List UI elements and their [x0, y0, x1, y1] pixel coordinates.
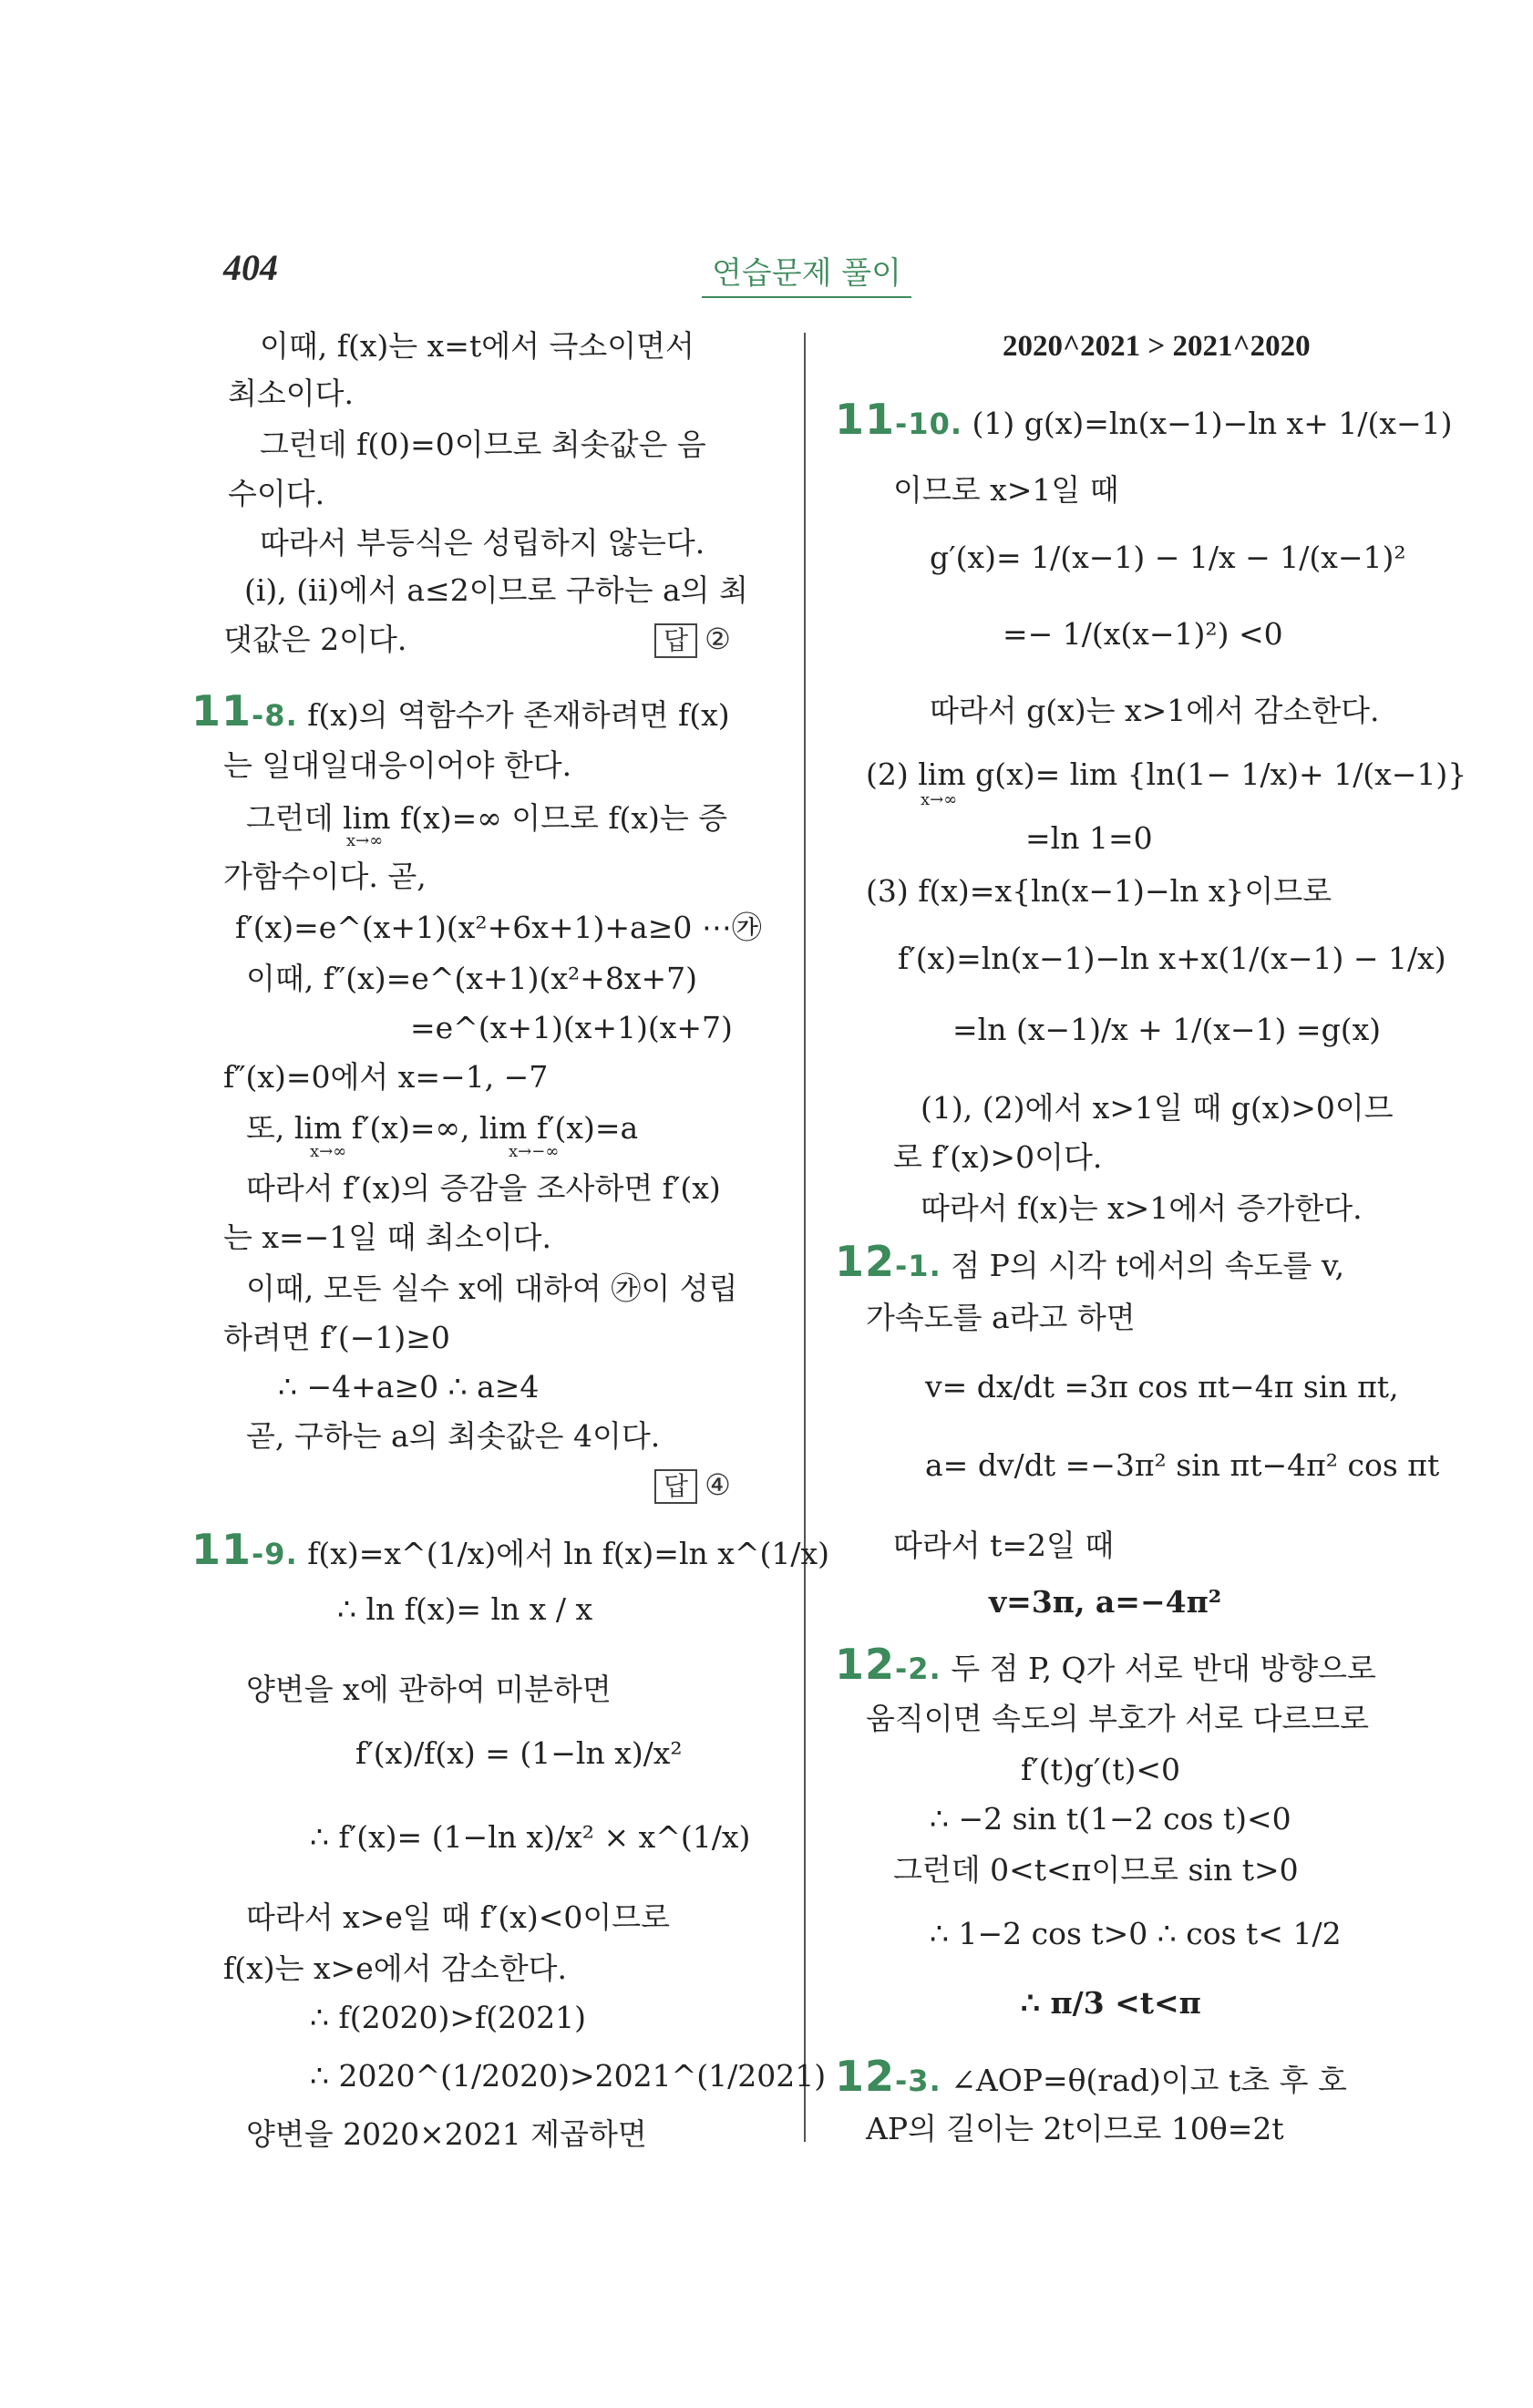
text-line: 그런데 f(0)=0이므로 최솟값은 음: [260, 427, 706, 462]
equation: ∴ f(2020)>f(2021): [310, 2000, 587, 2035]
text-line: 가함수이다. 곧,: [223, 859, 427, 894]
text-line: (i), (ii)에서 a≤2이므로 구하는 a의 최: [244, 572, 748, 608]
text-line: f(x)는 x>e에서 감소한다.: [223, 1950, 567, 1986]
equation: (3) f(x)=x{ln(x−1)−ln x}이므로: [866, 873, 1332, 909]
answer-label: 답: [654, 623, 697, 658]
text-line: 움직이면 속도의 부호가 서로 다르므로: [866, 1701, 1370, 1736]
page-header-title: 연습문제 풀이: [702, 248, 911, 298]
equation: f(x)=x^(1/x)에서 ln f(x)=ln x^(1/x): [307, 1536, 829, 1571]
problem-11-10: [835, 395, 1453, 444]
text-line: 는 일대일대응이어야 한다.: [223, 747, 572, 783]
text-line: 가속도를 a라고 하면: [866, 1300, 1136, 1335]
equation: =ln (x−1)/x + 1/(x−1) =g(x): [952, 1012, 1382, 1047]
equation: 또, lim f′(x)=∞, lim f′(x)=a: [246, 1110, 639, 1146]
answer-label: 답: [654, 1469, 697, 1504]
text-line: 이므로 x>1일 때: [893, 472, 1119, 508]
text-line: 이때, f(x)는 x=t에서 극소이면서: [260, 328, 694, 364]
problem-number: 11-9.: [191, 1525, 298, 1574]
text-line: 점 P의 시각 t에서의 속도를 v,: [951, 1248, 1345, 1283]
page-number: 404: [223, 247, 278, 288]
problem-12-3: [835, 2052, 1347, 2101]
equation: 이때, f″(x)=e^(x+1)(x²+8x+7): [246, 961, 697, 996]
equation: =e^(x+1)(x+1)(x+7): [410, 1010, 733, 1045]
equation: f′(x)/f(x) = (1−ln x)/x²: [355, 1735, 683, 1771]
text-line: 따라서 g(x)는 x>1에서 감소한다.: [930, 693, 1380, 728]
text-line: 하려면 f′(−1)≥0: [223, 1320, 450, 1355]
equation: (1) g(x)=ln(x−1)−ln x+ 1/(x−1): [972, 406, 1453, 441]
text-line: 곧, 구하는 a의 최솟값은 4이다.: [246, 1418, 661, 1454]
equation: g′(x)= 1/(x−1) − 1/x − 1/(x−1)²: [930, 540, 1406, 575]
text-line: AP의 길이는 2t이므로 10θ=2t: [866, 2111, 1284, 2146]
text-line: 따라서 f′(x)의 증감을 조사하면 f′(x): [246, 1170, 721, 1206]
problem-number: 12-1.: [835, 1237, 941, 1286]
equation: a= dv/dt =−3π² sin πt−4π² cos πt: [925, 1447, 1440, 1483]
limit-subscript: x→∞: [310, 1142, 347, 1161]
equation: =− 1/(x(x−1)²) <0: [1003, 616, 1283, 652]
text-line: 최소이다.: [228, 376, 355, 411]
equation: ∴ 1−2 cos t>0 ∴ cos t< 1/2: [930, 1916, 1342, 1951]
problem-12-1: [835, 1237, 1345, 1286]
text-line: 이때, 모든 실수 x에 대하여 ㉮이 성립: [246, 1271, 738, 1306]
problem-number: 12-3.: [835, 2052, 941, 2101]
equation: ∴ −4+a≥0 ∴ a≥4: [278, 1369, 540, 1405]
equation: (2) lim g(x)= lim {ln(1− 1/x)+ 1/(x−1)}: [866, 756, 1467, 792]
equation: f′(x)=e^(x+1)(x²+6x+1)+a≥0 ⋯㉮: [235, 910, 762, 945]
answer-11-8: [654, 1467, 731, 1504]
text-line: 는 x=−1일 때 최소이다.: [223, 1219, 552, 1255]
problem-number: 12-2.: [835, 1640, 941, 1689]
result: ∴ π/3 <t<π: [1021, 1985, 1201, 2021]
text-line: 따라서 x>e일 때 f′(x)<0이므로: [246, 1899, 670, 1935]
problem-11-9: [191, 1525, 829, 1574]
text-line: ∠AOP=θ(rad)이고 t초 후 호: [951, 2063, 1347, 2098]
equation: 2020^2021 > 2021^2020: [1003, 330, 1311, 363]
text-line: (1), (2)에서 x>1일 때 g(x)>0이므: [921, 1090, 1394, 1126]
equation: ∴ ln f(x)= ln x / x: [337, 1591, 593, 1627]
text-line: 수이다.: [228, 476, 325, 511]
problem-11-8: [191, 686, 730, 736]
text-line: 따라서 f(x)는 x>1에서 증가한다.: [921, 1190, 1363, 1226]
equation: ∴ f′(x)= (1−ln x)/x² × x^(1/x): [310, 1819, 751, 1855]
problem-number: 11-10.: [835, 395, 962, 444]
text-line: 두 점 P, Q가 서로 반대 방향으로: [951, 1651, 1376, 1686]
limit-subscript: x→∞: [921, 790, 958, 809]
text-line: 그런데 lim f(x)=∞ 이므로 f(x)는 증: [246, 800, 728, 836]
answer-11-7: [654, 622, 731, 658]
equation: ∴ −2 sin t(1−2 cos t)<0: [930, 1801, 1291, 1837]
equation: f″(x)=0에서 x=−1, −7: [223, 1059, 549, 1095]
text-line: 따라서 t=2일 때: [893, 1528, 1115, 1563]
answer-value: ④: [705, 1467, 731, 1502]
equation: v= dx/dt =3π cos πt−4π sin πt,: [925, 1369, 1399, 1405]
equation: f′(x)=ln(x−1)−ln x+x(1/(x−1) − 1/x): [898, 941, 1446, 976]
text-line: 댓값은 2이다.: [223, 622, 407, 657]
equation: f′(t)g′(t)<0: [1021, 1752, 1180, 1787]
column-divider: [804, 333, 806, 2142]
text-line: 양변을 x에 관하여 미분하면: [246, 1672, 612, 1707]
text-line: 양변을 2020×2021 제곱하면: [246, 2116, 647, 2152]
text-line: 따라서 부등식은 성립하지 않는다.: [260, 525, 705, 561]
text-line: 로 f′(x)>0이다.: [893, 1139, 1103, 1175]
problem-12-2: [835, 1640, 1376, 1689]
equation: ∴ 2020^(1/2020)>2021^(1/2021): [310, 2058, 827, 2094]
problem-number: 11-8.: [191, 686, 298, 736]
limit-subscript: x→−∞: [509, 1142, 560, 1161]
limit-subscript: x→∞: [346, 831, 384, 850]
equation: =ln 1=0: [1025, 820, 1153, 856]
text-line: f(x)의 역함수가 존재하려면 f(x): [307, 697, 730, 733]
answer-value: ②: [705, 622, 731, 656]
equation: 그런데 0<t<π이므로 sin t>0: [893, 1852, 1299, 1888]
result: v=3π, a=−4π²: [989, 1584, 1222, 1620]
